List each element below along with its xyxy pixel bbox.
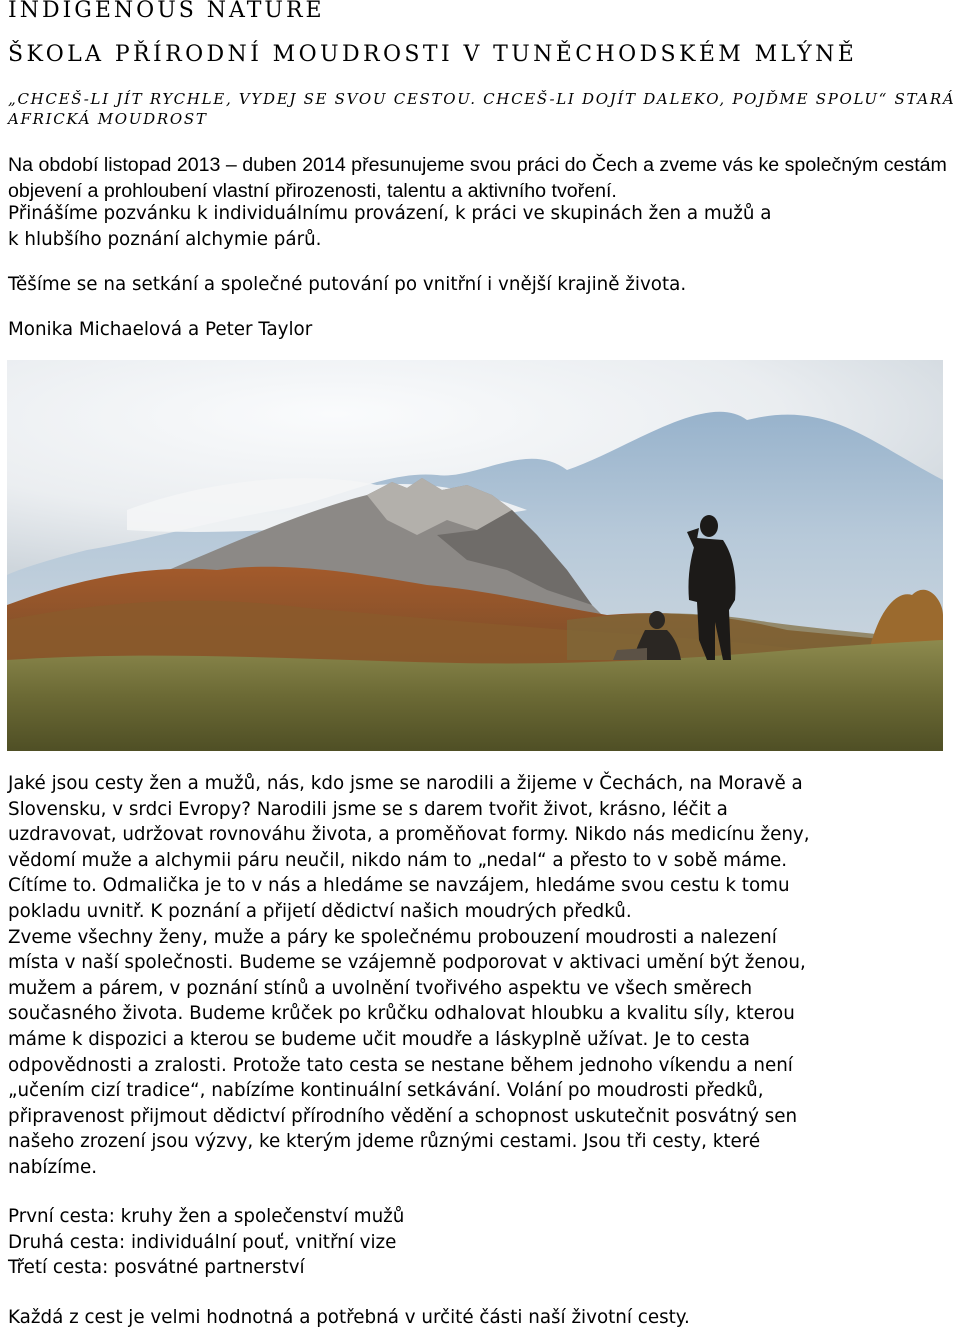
body-line: „učením cizí tradice“, nabízíme kontinuální setkávání. Volání po moudrosti předků,: [8, 1080, 764, 1102]
main-body-text: [8, 771, 953, 1181]
body-line: našeho zrození jsou výzvy, ke kterým jdeme různými cestami. Jsou tři cesty, které: [8, 1131, 761, 1153]
body-line: pokladu uvnitř. K poznání a přijetí dědictví našich moudrých předků.: [8, 900, 632, 922]
page-subtitle: ŠKOLA PŘÍRODNÍ MOUDROSTI V TUNĚCHODSKÉM MLÝNĚ: [8, 42, 858, 67]
body-line: Cítíme to. Odmalička je to v nás a hledáme se navzájem, hledáme svou cestu k tomu: [8, 875, 790, 897]
page-title: INDIGENOUS NATURE: [8, 0, 325, 23]
invitation-paragraph: [8, 201, 958, 252]
body-line: připravenost přijmout dědictví přírodního vědění a schopnost uskutečnit posvátný sen: [8, 1105, 798, 1127]
body-line: současného života. Budeme krůček po krůčku odhalovat hloubku a kvalitu síly, kterou: [8, 1003, 795, 1025]
body-line: nabízíme.: [8, 1156, 98, 1178]
landscape-photo: [7, 360, 943, 751]
quote: „CHCEŠ-LI JÍT RYCHLE, VYDEJ SE SVOU CESTOU. CHCEŠ-LI DOJÍT DALEKO, POJĎME SPOLU“ STARÁ AFRICKÁ MOUDROST: [8, 90, 956, 128]
body-line: uzdravovat, udržovat rovnováhu života, a proměňovat formy. Nikdo nás medicínu ženy,: [8, 824, 810, 846]
body-line: odpovědnosti a zralosti. Protože tato cesta se nestane během jednoho víkendu a není: [8, 1054, 793, 1076]
invitation-line: k hlubšího poznání alchymie párů.: [8, 228, 322, 250]
paths-list: [8, 1204, 948, 1281]
invitation-line: Přinášíme pozvánku k individuálnímu provázení, k práci ve skupinách žen a mužů a: [8, 203, 772, 224]
signature: Monika Michaelová a Peter Taylor: [8, 319, 313, 340]
closing-paragraph: Každá z cest je velmi hodnotná a potřebná v určité části naší životní cesty.: [8, 1307, 690, 1328]
body-line: místa v naší společnosti. Budeme se vzájemně podporovat v aktivaci umění být ženou,: [8, 952, 806, 974]
path-first: První cesta: kruhy žen a společenství mužů: [8, 1206, 405, 1227]
body-line: vědomí muže a alchymii páru neučil, nikdo nám to „nedal“ a přesto to v sobě máme.: [8, 849, 788, 871]
body-line: Slovensku, v srdci Evropy? Narodili jsme se s darem tvořit život, krásno, léčit a: [8, 798, 728, 820]
greeting-paragraph: Těšíme se na setkání a společné putování po vnitřní i vnější krajině života.: [8, 274, 687, 295]
body-line: Jaké jsou cesty žen a mužů, nás, kdo jsme se narodili a žijeme v Čechách, na Moravě a: [8, 773, 803, 794]
path-second: Druhá cesta: individuální pouť, vnitřní vize: [8, 1231, 397, 1253]
body-line: Zveme všechny ženy, muže a páry ke společnému probouzení moudrosti a nalezení: [8, 926, 777, 948]
body-line: máme k dispozici a kterou se budeme učit moudře a láskyplně užívat. Je to cesta: [8, 1028, 750, 1050]
body-line: mužem a párem, v poznání stínů a uvolnění tvořivého aspektu ve všech směrech: [8, 977, 753, 999]
intro-paragraph: Na období listopad 2013 – duben 2014 přesunujeme svou práci do Čech a zveme vás ke společným cestám objevení a prohloubení vlastní přirozenosti, talentu a aktivního tvoření.: [8, 154, 947, 202]
path-third: Třetí cesta: posvátné partnerství: [8, 1257, 305, 1279]
